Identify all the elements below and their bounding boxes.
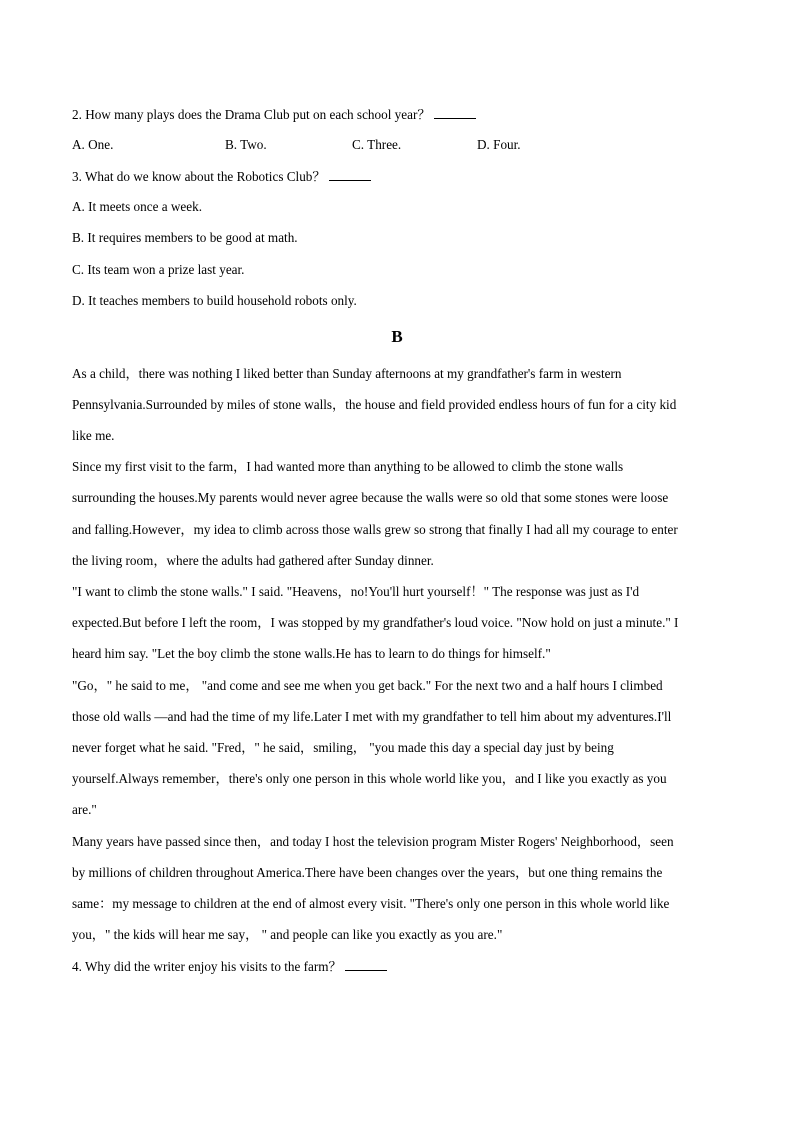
question-2 (72, 106, 476, 123)
answer-blank-q3[interactable] (329, 168, 371, 181)
passage-line: "Go，" he said to me， "and come and see me when you get back." For the next two and a half hours I climbed (72, 678, 663, 693)
passage-line: expected.But before I left the room，I was stopped by my grandfather's loud voice. "Now hold on just a minute." I (72, 615, 679, 630)
question-4 (72, 958, 387, 975)
passage-line: surrounding the houses.My parents would never agree because the walls were so old that some stones were loose (72, 490, 669, 505)
section-heading: B (391, 327, 403, 346)
question-3-stem: 3. What do we know about the Robotics Club？ (72, 169, 326, 184)
q2-option-c: C. Three. (352, 137, 402, 152)
passage-line: "I want to climb the stone walls." I said. "Heavens，no!You'll hurt yourself！" The response was just as I'd (72, 584, 640, 599)
q3-option-a: A. It meets once a week. (72, 199, 202, 214)
passage-line: Many years have passed since then，and today I host the television program Mister Rogers' Neighborhood，seen (72, 834, 674, 849)
answer-blank-q4[interactable] (345, 958, 387, 971)
passage-line: like me. (72, 428, 115, 443)
passage-line: heard him say. "Let the boy climb the stone walls.He has to learn to do things for himself." (72, 646, 551, 661)
passage-line: Pennsylvania.Surrounded by miles of stone walls，the house and field provided endless hours of fun for a city kid (72, 397, 677, 412)
passage-line: are." (72, 802, 97, 817)
q2-option-a: A. One. (72, 137, 114, 152)
q3-option-b: B. It requires members to be good at math. (72, 230, 298, 245)
passage-line: As a child，there was nothing I liked better than Sunday afternoons at my grandfather's farm in western (72, 366, 622, 381)
passage-line: never forget what he said. "Fred，" he said，smiling， "you made this day a special day just by being (72, 740, 614, 755)
q2-option-d: D. Four. (477, 137, 521, 152)
question-3 (72, 168, 371, 185)
question-2-stem: 2. How many plays does the Drama Club put on each school year？ (72, 107, 431, 122)
passage-line: by millions of children throughout America.There have been changes over the years，but one thing remains the (72, 865, 663, 880)
passage-line: same：my message to children at the end of almost every visit. "There's only one person in this whole world like (72, 896, 670, 911)
passage-line: those old walls —and had the time of my life.Later I met with my grandfather to tell him about my adventures.I'll (72, 709, 672, 724)
passage-line: the living room，where the adults had gathered after Sunday dinner. (72, 553, 434, 568)
passage-line: you，" the kids will hear me say， " and people can like you exactly as you are." (72, 927, 503, 942)
q2-option-b: B. Two. (225, 137, 267, 152)
answer-blank-q2[interactable] (434, 106, 476, 119)
question-4-stem: 4. Why did the writer enjoy his visits to the farm？ (72, 959, 342, 974)
q3-option-d: D. It teaches members to build household robots only. (72, 293, 357, 308)
passage-line: Since my first visit to the farm，I had wanted more than anything to be allowed to climb the stone walls (72, 459, 624, 474)
passage-line: yourself.Always remember，there's only one person in this whole world like you，and I like you exactly as you (72, 771, 667, 786)
q3-option-c: C. Its team won a prize last year. (72, 262, 245, 277)
passage-line: and falling.However，my idea to climb across those walls grew so strong that finally I had all my courage to enter (72, 522, 678, 537)
